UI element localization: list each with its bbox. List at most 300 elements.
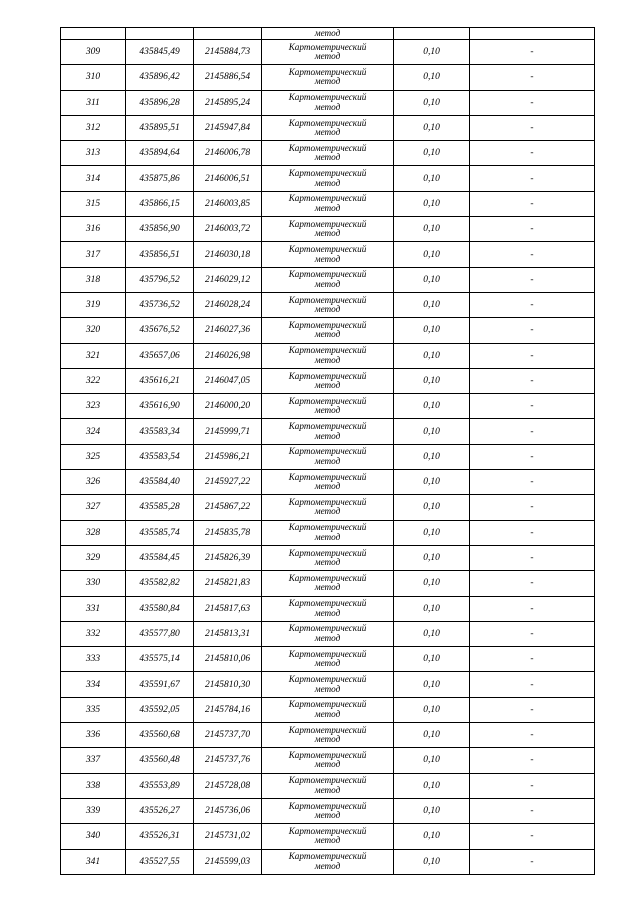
method-text-line-1: Картометрический [288,496,367,507]
cell-x-coordinate: 435875,86 [126,166,194,191]
cell-point-number: 339 [61,798,126,823]
cell-point-number: 341 [61,849,126,874]
cell-note: - [470,191,595,216]
cell-method [262,470,394,495]
cell-accuracy: 0,10 [394,318,470,343]
cell-y-coordinate: 2146027,36 [194,318,262,343]
method-text-line-2: метод [314,430,341,441]
cell-point-number: 315 [61,191,126,216]
cell-note [470,28,595,40]
table-row [61,672,595,697]
method-text-line-2: метод [314,481,341,492]
cell-note: - [470,217,595,242]
method-text-line-1: Картометрический [288,800,367,811]
cell-y-coordinate [194,28,262,40]
cell-accuracy: 0,10 [394,748,470,773]
cell-y-coordinate: 2145835,78 [194,520,262,545]
cell-y-coordinate: 2145884,73 [194,40,262,65]
cell-note: - [470,748,595,773]
cell-method [262,343,394,368]
cell-point-number: 318 [61,267,126,292]
cell-accuracy: 0,10 [394,141,470,166]
cell-y-coordinate: 2145737,70 [194,723,262,748]
cell-note: - [470,242,595,267]
method-text-line-2: метод [314,152,341,163]
method-text-line-1: Картометрический [288,41,367,52]
cell-accuracy: 0,10 [394,343,470,368]
method-text-line-1: Картометрический [288,117,367,128]
cell-y-coordinate: 2145737,76 [194,748,262,773]
cell-accuracy: 0,10 [394,571,470,596]
cell-point-number: 331 [61,596,126,621]
method-text-line-1: Картометрический [288,92,367,103]
cell-accuracy: 0,10 [394,368,470,393]
table-row [61,343,595,368]
method-text-line-1: Картометрический [288,244,367,255]
table-row [61,596,595,621]
cell-x-coordinate: 435894,64 [126,141,194,166]
cell-note: - [470,697,595,722]
cell-method [262,115,394,140]
cell-y-coordinate: 2145886,54 [194,65,262,90]
cell-accuracy: 0,10 [394,267,470,292]
method-text-line-2: метод [314,354,341,365]
cell-x-coordinate: 435616,21 [126,368,194,393]
cell-y-coordinate: 2146026,98 [194,343,262,368]
cell-method [262,773,394,798]
table-row [61,292,595,317]
cell-accuracy: 0,10 [394,520,470,545]
cell-x-coordinate: 435616,90 [126,394,194,419]
cell-method [262,242,394,267]
table-row [61,647,595,672]
cell-accuracy: 0,10 [394,773,470,798]
method-text-line-1: Картометрический [288,749,367,760]
method-text-line-2: метод [314,76,341,87]
table-row [61,368,595,393]
cell-accuracy: 0,10 [394,697,470,722]
table-row [61,773,595,798]
method-text-line-2: метод [314,329,341,340]
cell-x-coordinate: 435585,28 [126,495,194,520]
method-text-line-2: метод [314,51,341,62]
cell-x-coordinate: 435845,49 [126,40,194,65]
cell-x-coordinate: 435585,74 [126,520,194,545]
cell-note: - [470,798,595,823]
cell-method [262,545,394,570]
table-row [61,520,595,545]
cell-point-number: 324 [61,419,126,444]
cell-point-number: 328 [61,520,126,545]
cell-y-coordinate: 2145986,21 [194,444,262,469]
cell-y-coordinate: 2145999,71 [194,419,262,444]
cell-point-number: 337 [61,748,126,773]
cell-x-coordinate: 435560,48 [126,748,194,773]
method-text-line-2: метод [314,582,341,593]
cell-method [262,419,394,444]
cell-point-number: 321 [61,343,126,368]
cell-method [262,748,394,773]
cell-note: - [470,647,595,672]
cell-x-coordinate: 435657,06 [126,343,194,368]
method-text-line-1: Картометрический [288,699,367,710]
method-text-line-2: метод [314,28,341,38]
method-text-line-2: метод [314,531,341,542]
method-text-line-1: Картометрический [288,522,367,533]
cell-note: - [470,571,595,596]
cell-point-number: 311 [61,90,126,115]
cell-method [262,647,394,672]
table-row [61,697,595,722]
table-row [61,394,595,419]
table-row [61,798,595,823]
method-text-line-2: метод [314,658,341,669]
cell-point-number: 322 [61,368,126,393]
cell-point-number: 316 [61,217,126,242]
table-row [61,571,595,596]
cell-x-coordinate: 435580,84 [126,596,194,621]
method-text-line-2: метод [314,683,341,694]
method-text-line-1: Картометрический [288,648,367,659]
method-text-line-2: метод [314,734,341,745]
table-row [61,849,595,874]
table-row-partial [61,28,595,40]
cell-note: - [470,343,595,368]
cell-x-coordinate: 435527,55 [126,849,194,874]
cell-accuracy: 0,10 [394,191,470,216]
cell-method [262,824,394,849]
cell-accuracy: 0,10 [394,596,470,621]
cell-note: - [470,849,595,874]
cell-note: - [470,470,595,495]
cell-point-number: 332 [61,621,126,646]
cell-accuracy: 0,10 [394,115,470,140]
method-text-line-2: метод [314,380,341,390]
cell-method [262,191,394,216]
cell-note: - [470,368,595,393]
cell-accuracy: 0,10 [394,647,470,672]
cell-x-coordinate: 435592,05 [126,697,194,722]
cell-point-number: 336 [61,723,126,748]
cell-accuracy: 0,10 [394,621,470,646]
cell-note: - [470,267,595,292]
cell-accuracy: 0,10 [394,495,470,520]
method-text-line-2: метод [314,557,341,568]
method-text-line-1: Картометрический [288,825,367,836]
cell-y-coordinate: 2145826,39 [194,545,262,570]
cell-y-coordinate: 2145927,22 [194,470,262,495]
cell-point-number: 329 [61,545,126,570]
cell-point-number: 314 [61,166,126,191]
method-text-line-2: метод [314,202,341,213]
method-text-line-1: Картометрический [288,345,367,356]
cell-y-coordinate: 2146003,85 [194,191,262,216]
cell-accuracy: 0,10 [394,672,470,697]
cell-note: - [470,723,595,748]
cell-method [262,621,394,646]
method-text-line-1: Картометрический [288,142,367,153]
cell-accuracy: 0,10 [394,824,470,849]
cell-method [262,217,394,242]
cell-method [262,571,394,596]
cell-y-coordinate: 2145813,31 [194,621,262,646]
method-text-line-1: Картометрический [288,446,367,457]
cell-accuracy: 0,10 [394,723,470,748]
method-text-line-2: метод [314,759,341,770]
method-text-line-2: метод [314,835,341,846]
cell-y-coordinate: 2146000,20 [194,394,262,419]
table-row [61,723,595,748]
cell-point-number: 326 [61,470,126,495]
method-text-line-1: Картометрический [288,674,367,685]
method-text-line-1: Картометрический [288,269,367,280]
method-text-line-2: метод [314,101,341,112]
cell-accuracy: 0,10 [394,849,470,874]
cell-note: - [470,520,595,545]
table-row [61,65,595,90]
cell-x-coordinate: 435583,34 [126,419,194,444]
cell-method [262,849,394,874]
method-text-line-1: Картометрический [288,623,367,634]
table-row [61,748,595,773]
method-text-line-1: Картометрический [288,66,367,77]
cell-point-number: 310 [61,65,126,90]
cell-accuracy: 0,10 [394,166,470,191]
method-text-line-1: Картометрический [288,851,367,862]
cell-accuracy [394,28,470,40]
method-text-line-2: метод [314,228,341,239]
cell-note: - [470,318,595,343]
cell-y-coordinate: 2145599,03 [194,849,262,874]
cell-x-coordinate: 435866,15 [126,191,194,216]
method-text-line-2: метод [314,708,341,719]
cell-method [262,267,394,292]
cell-x-coordinate: 435526,27 [126,798,194,823]
method-text-line-1: Картометрический [288,572,367,583]
cell-note: - [470,40,595,65]
cell-y-coordinate: 2146030,18 [194,242,262,267]
cell-x-coordinate: 435676,52 [126,318,194,343]
method-text-line-2: метод [314,810,341,821]
table-row [61,545,595,570]
cell-x-coordinate: 435856,90 [126,217,194,242]
cell-accuracy: 0,10 [394,242,470,267]
method-text-line-2: метод [314,405,341,416]
method-text-line-2: метод [314,278,341,289]
cell-note: - [470,444,595,469]
cell-accuracy: 0,10 [394,65,470,90]
table-row [61,267,595,292]
method-text-line-2: метод [314,632,341,643]
method-text-line-1: Картометрический [288,370,367,381]
cell-x-coordinate: 435560,68 [126,723,194,748]
cell-accuracy: 0,10 [394,40,470,65]
table-row [61,444,595,469]
cell-method [262,292,394,317]
cell-y-coordinate: 2145736,06 [194,798,262,823]
cell-x-coordinate: 435591,67 [126,672,194,697]
cell-x-coordinate: 435583,54 [126,444,194,469]
method-text-line-1: Картометрический [288,775,367,786]
cell-point-number: 340 [61,824,126,849]
cell-note: - [470,773,595,798]
table-row [61,621,595,646]
cell-note: - [470,824,595,849]
cell-point-number: 330 [61,571,126,596]
cell-note: - [470,292,595,317]
cell-note: - [470,394,595,419]
cell-accuracy: 0,10 [394,798,470,823]
cell-method [262,318,394,343]
cell-method [262,723,394,748]
cell-accuracy: 0,10 [394,545,470,570]
table-row [61,419,595,444]
cell-x-coordinate: 435736,52 [126,292,194,317]
cell-method [262,90,394,115]
table-row [61,191,595,216]
cell-accuracy: 0,10 [394,419,470,444]
cell-y-coordinate: 2146047,05 [194,368,262,393]
method-text-line-2: метод [314,177,341,188]
table-row [61,217,595,242]
cell-note: - [470,672,595,697]
cell-point-number: 317 [61,242,126,267]
method-text-line-2: метод [314,455,341,466]
cell-y-coordinate: 2146029,12 [194,267,262,292]
cell-point-number: 312 [61,115,126,140]
cell-accuracy: 0,10 [394,90,470,115]
table-row [61,166,595,191]
cell-method [262,444,394,469]
cell-method [262,520,394,545]
method-text-line-1: Картометрический [288,598,367,609]
cell-x-coordinate: 435796,52 [126,267,194,292]
cell-y-coordinate: 2145947,84 [194,115,262,140]
table-row [61,40,595,65]
cell-y-coordinate: 2146028,24 [194,292,262,317]
cell-note: - [470,621,595,646]
cell-point-number [61,28,126,40]
cell-y-coordinate: 2145895,24 [194,90,262,115]
method-text-line-1: Картометрический [288,168,367,179]
method-text-line-1: Картометрический [288,193,367,204]
cell-accuracy: 0,10 [394,444,470,469]
cell-point-number: 333 [61,647,126,672]
cell-point-number: 313 [61,141,126,166]
coordinates-table-body [61,28,595,875]
method-text-line-1: Картометрический [288,724,367,735]
cell-x-coordinate: 435575,14 [126,647,194,672]
cell-y-coordinate: 2145810,30 [194,672,262,697]
table-row [61,824,595,849]
table-row [61,90,595,115]
cell-y-coordinate: 2145810,06 [194,647,262,672]
cell-accuracy: 0,10 [394,292,470,317]
method-text-line-1: Картометрический [288,395,367,406]
cell-point-number: 309 [61,40,126,65]
cell-point-number: 338 [61,773,126,798]
method-text-line-1: Картометрический [288,319,367,330]
method-text-line-2: метод [314,127,341,138]
method-text-line-2: метод [314,304,341,315]
cell-x-coordinate: 435895,51 [126,115,194,140]
method-text-line-2: метод [314,860,341,871]
cell-note: - [470,419,595,444]
cell-point-number: 319 [61,292,126,317]
method-text-line-2: метод [314,253,341,264]
cell-note: - [470,495,595,520]
table-row [61,242,595,267]
cell-note: - [470,65,595,90]
cell-x-coordinate: 435582,82 [126,571,194,596]
cell-y-coordinate: 2145784,16 [194,697,262,722]
cell-y-coordinate: 2146003,72 [194,217,262,242]
method-text-line-1: Картометрический [288,294,367,305]
method-text-line-1: Картометрический [288,218,367,229]
cell-method [262,141,394,166]
method-text-line-1: Картометрический [288,421,367,432]
cell-method [262,28,394,40]
cell-y-coordinate: 2145867,22 [194,495,262,520]
cell-y-coordinate: 2145821,83 [194,571,262,596]
cell-x-coordinate: 435896,42 [126,65,194,90]
cell-method [262,166,394,191]
cell-y-coordinate: 2146006,51 [194,166,262,191]
cell-point-number: 334 [61,672,126,697]
cell-point-number: 335 [61,697,126,722]
cell-x-coordinate: 435584,45 [126,545,194,570]
cell-note: - [470,166,595,191]
cell-method [262,40,394,65]
cell-method [262,368,394,393]
cell-x-coordinate: 435584,40 [126,470,194,495]
cell-method [262,697,394,722]
method-text-line-1: Картометрический [288,471,367,482]
cell-point-number: 323 [61,394,126,419]
cell-point-number: 325 [61,444,126,469]
cell-method [262,672,394,697]
cell-note: - [470,596,595,621]
cell-y-coordinate: 2145728,08 [194,773,262,798]
cell-note: - [470,545,595,570]
method-text-line-2: метод [314,607,341,618]
table-row [61,318,595,343]
cell-point-number: 320 [61,318,126,343]
cell-x-coordinate: 435553,89 [126,773,194,798]
cell-x-coordinate: 435896,28 [126,90,194,115]
cell-x-coordinate: 435856,51 [126,242,194,267]
cell-y-coordinate: 2145817,63 [194,596,262,621]
method-text-line-2: метод [314,506,341,517]
cell-y-coordinate: 2145731,02 [194,824,262,849]
table-row [61,141,595,166]
cell-method [262,596,394,621]
cell-y-coordinate: 2146006,78 [194,141,262,166]
cell-note: - [470,90,595,115]
cell-x-coordinate: 435577,80 [126,621,194,646]
cell-x-coordinate: 435526,31 [126,824,194,849]
cell-accuracy: 0,10 [394,394,470,419]
method-text-line-2: метод [314,784,341,795]
cell-accuracy: 0,10 [394,217,470,242]
cell-accuracy: 0,10 [394,470,470,495]
cell-method [262,394,394,419]
coordinates-table [60,27,595,875]
cell-method [262,65,394,90]
table-row [61,495,595,520]
table-row [61,470,595,495]
cell-x-coordinate [126,28,194,40]
